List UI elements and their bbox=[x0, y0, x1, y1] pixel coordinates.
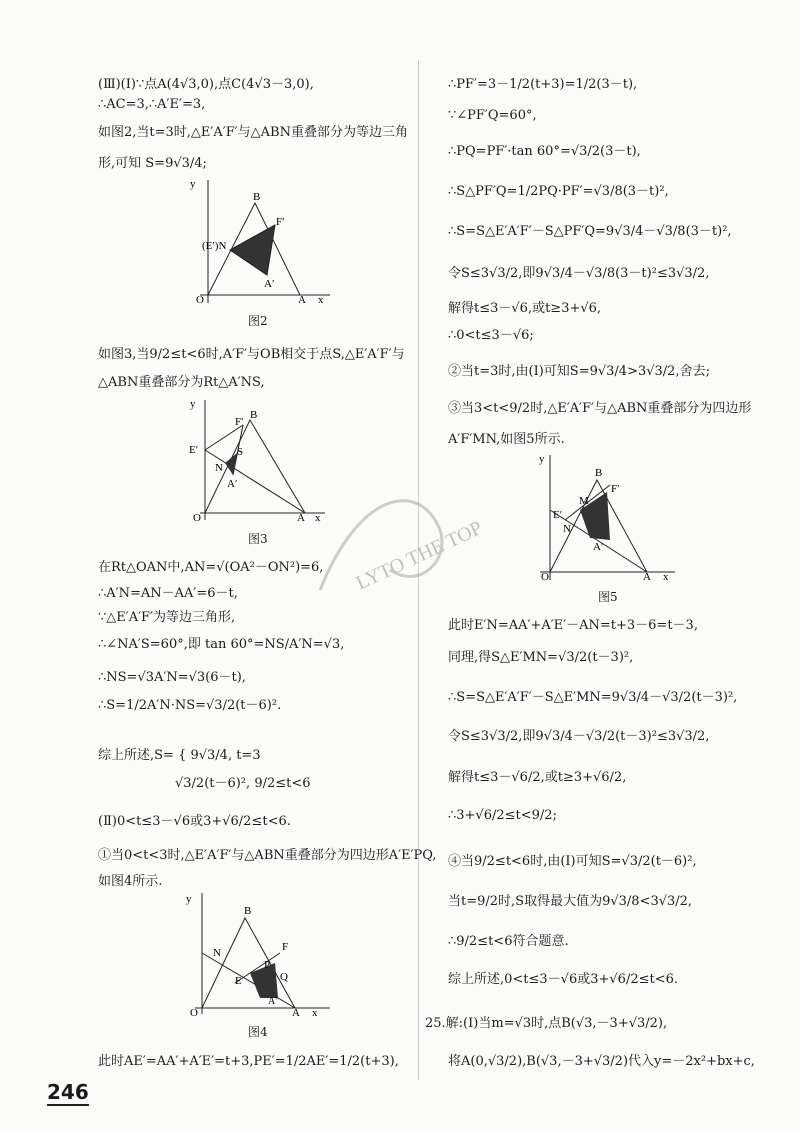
label-o: O bbox=[190, 1007, 198, 1018]
text-line: 解得t≤3－√6/2,或t≥3+√6/2, bbox=[448, 770, 627, 785]
text-line: ∴NS=√3A′N=√3(6－t), bbox=[98, 670, 246, 685]
text-line: ∵△E′A′F′为等边三角形, bbox=[98, 610, 236, 625]
label-f: F′ bbox=[611, 483, 620, 495]
text-line: 令S≤3√3/2,即9√3/4－√3/2(t－3)²≤3√3/2, bbox=[448, 729, 710, 744]
label-a: A bbox=[643, 571, 651, 583]
figure-2-caption: 图2 bbox=[248, 314, 268, 328]
text-line: ②当t=3时,由(Ⅰ)可知S=9√3/4>3√3/2,舍去; bbox=[448, 364, 710, 379]
text-line: 综上所述,S= { 9√3/4, t=3 bbox=[98, 748, 261, 763]
label-x: x bbox=[315, 512, 321, 524]
text-line: ∴S=1/2A′N·NS=√3/2(t－6)². bbox=[98, 698, 282, 713]
label-s: S bbox=[237, 446, 244, 458]
label-a-prime: A′ bbox=[264, 278, 275, 290]
text-line: ∴9/2≤t<6符合题意. bbox=[448, 934, 569, 949]
text-line: 解得t≤3－√6,或t≥3+√6, bbox=[448, 301, 602, 316]
text-line: 形,可知 S=9√3/4; bbox=[98, 156, 207, 171]
label-b: B bbox=[253, 191, 261, 203]
text-line: ∴S=S△E′A′F′－S△E′MN=9√3/4－√3/2(t－3)², bbox=[448, 690, 738, 705]
text-line: (Ⅲ)(Ⅰ)∵点A(4√3,0),点C(4√3－3,0), bbox=[98, 77, 314, 92]
label-o: O bbox=[541, 571, 549, 583]
text-line: 此时E′N=AA′+A′E′－AN=t+3－6=t－3, bbox=[448, 618, 698, 633]
text-line: ③当3<t<9/2时,△E′A′F′与△ABN重叠部分为四边形 bbox=[448, 401, 752, 416]
text-line: 如图4所示. bbox=[98, 874, 163, 889]
text-line: ∴S△PF′Q=1/2PQ·PF′=√3/8(3－t)², bbox=[448, 184, 669, 199]
text-line: 当t=9/2时,S取得最大值为9√3/8<3√3/2, bbox=[448, 894, 693, 909]
label-n: N bbox=[563, 523, 571, 535]
label-y: y bbox=[190, 398, 196, 410]
watermark bbox=[300, 470, 563, 624]
text-line: ∴PQ=PF′·tan 60°=√3/2(3－t), bbox=[448, 144, 641, 159]
label-en: (E′)N bbox=[202, 240, 227, 252]
label-e: E bbox=[235, 975, 242, 987]
text-line: 在Rt△OAN中,AN=√(OA²－ON²)=6, bbox=[98, 560, 324, 575]
text-line: 同理,得S△E′MN=√3/2(t－3)², bbox=[448, 650, 634, 665]
text-line: ∴0<t≤3－√6; bbox=[448, 328, 534, 343]
label-x: x bbox=[663, 571, 669, 583]
label-b: B bbox=[250, 409, 258, 421]
label-y: y bbox=[190, 178, 196, 190]
label-m: M bbox=[579, 495, 589, 507]
text-line: ∴A′N=AN－AA′=6－t, bbox=[98, 586, 238, 601]
label-p: P bbox=[264, 959, 271, 971]
text-line: △ABN重叠部分为Rt△A′NS, bbox=[98, 375, 265, 390]
label-b: B bbox=[595, 467, 603, 479]
text-line: ∴∠NA′S=60°,即 tan 60°=NS/A′N=√3, bbox=[98, 637, 345, 652]
text-line: 25.解:(Ⅰ)当m=√3时,点B(√3,－3+√3/2), bbox=[425, 1016, 668, 1031]
watermark-text: LYTO THE TOP bbox=[352, 516, 486, 595]
text-line: 如图3,当9/2≤t<6时,A′F′与OB相交于点S,△E′A′F′与 bbox=[98, 347, 405, 362]
label-n: N bbox=[215, 462, 223, 474]
text-line: (Ⅱ)0<t≤3－√6或3+√6/2≤t<6. bbox=[98, 814, 291, 829]
text-line: 综上所述,0<t≤3－√6或3+√6/2≤t<6. bbox=[448, 972, 679, 987]
text-line: 如图2,当t=3时,△E′A′F′与△ABN重叠部分为等边三角 bbox=[98, 125, 408, 140]
text-line: A′F′MN,如图5所示. bbox=[448, 432, 565, 447]
label-a-prime: A′ bbox=[227, 478, 238, 490]
label-a-prime: A′ bbox=[593, 541, 604, 553]
label-y: y bbox=[539, 453, 545, 465]
figure-3-caption: 图3 bbox=[248, 532, 268, 546]
text-line: 此时AE′=AA′+A′E′=t+3,PE′=1/2AE′=1/2(t+3), bbox=[98, 1054, 399, 1069]
label-a: A bbox=[292, 1007, 300, 1018]
figure-4-caption: 图4 bbox=[248, 1025, 268, 1039]
label-n: N bbox=[213, 947, 221, 959]
label-q: Q bbox=[280, 971, 288, 983]
text-line: √3/2(t－6)², 9/2≤t<6 bbox=[175, 776, 311, 791]
label-x: x bbox=[312, 1007, 318, 1018]
label-f: F′ bbox=[276, 216, 285, 228]
text-line: ∴AC=3,∴A′E′=3, bbox=[98, 97, 206, 112]
label-o: O bbox=[193, 512, 201, 524]
text-line: ∴PF′=3－1/2(t+3)=1/2(3－t), bbox=[448, 77, 638, 92]
label-a-prime: A′ bbox=[268, 996, 278, 1007]
text-line: ∴3+√6/2≤t<9/2; bbox=[448, 808, 557, 823]
label-e: E′ bbox=[189, 444, 199, 456]
label-a: A bbox=[298, 294, 306, 305]
label-f: F bbox=[282, 941, 289, 953]
label-e: E′ bbox=[553, 509, 563, 521]
text-line: ④当9/2≤t<6时,由(Ⅰ)可知S=√3/2(t－6)², bbox=[448, 854, 697, 869]
label-y: y bbox=[186, 893, 192, 905]
text-line: ∴S=S△E′A′F′－S△PF′Q=9√3/4－√3/8(3－t)², bbox=[448, 224, 732, 239]
label-a: A bbox=[297, 512, 305, 524]
figure-5-caption: 图5 bbox=[598, 590, 618, 604]
label-b: B bbox=[244, 905, 252, 917]
shaded-region bbox=[230, 225, 275, 275]
page-number: 246 bbox=[47, 1080, 89, 1104]
text-line: 令S≤3√3/2,即9√3/4－√3/8(3－t)²≤3√3/2, bbox=[448, 266, 710, 281]
text-line: ①当0<t<3时,△E′A′F′与△ABN重叠部分为四边形A′E′PQ, bbox=[98, 848, 437, 863]
text-line: 将A(0,√3/2),B(√3,－3+√3/2)代入y=－2x²+bx+c, bbox=[448, 1054, 755, 1069]
label-f: F′ bbox=[235, 416, 244, 428]
text-line: ∵∠PF′Q=60°, bbox=[448, 108, 537, 123]
figure-4 bbox=[180, 888, 340, 1018]
label-o: O bbox=[196, 294, 204, 305]
label-x: x bbox=[318, 294, 324, 305]
figure-2 bbox=[180, 175, 340, 305]
